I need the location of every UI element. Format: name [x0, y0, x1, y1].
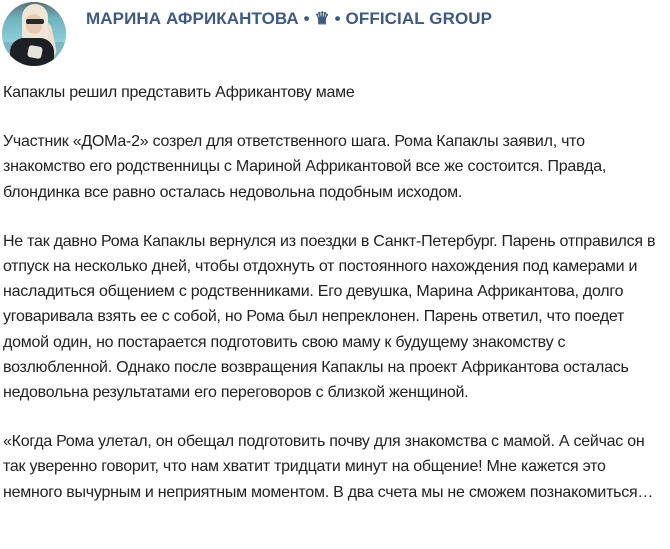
avatar-face [26, 14, 42, 34]
avatar-sunglasses [26, 19, 44, 24]
post-headline: Капаклы решил представить Африкантову маме [3, 84, 355, 101]
avatar-shirt-print [27, 45, 43, 59]
post-header [0, 0, 670, 70]
group-name-link[interactable]: МАРИНА АФРИКАНТОВА • ♛ • OFFICIAL GROUP [86, 9, 493, 28]
avatar[interactable] [2, 2, 66, 66]
post-paragraph-3: «Когда Рома улетал, он обещал подготовить почву для знакомства с мамой. А сейчас он так уверенно говорит, что нам хватит тридцати минут на общение! Мне кажется это немного вычурным и неприятным моментом. В два счета мы не сможем познакомиться… [3, 433, 654, 501]
post-paragraph-2: Не так давно Рома Капаклы вернулся из поездки в Санкт-Петербург. Парень отправился в отпуск на несколько дней, чтобы отдохнуть от постоянного нахождения под камерами и насладиться общением с родственниками. Его девушка, Марина Африкантова, долго уговаривала взять ее с собой, но Рома был непреклонен. Парень ответил, что поедет домой один, но постарается подготовить свою маму к будущему знакомству с возлюбленной. Однако после возвращения Капаклы на проект Африкантова осталась недовольна результатами его переговоров с близкой женщиной. [3, 232, 656, 402]
post-paragraph-1: Участник «ДОМа-2» созрел для ответственного шага. Рома Капаклы заявил, что знакомство его родственницы с Мариной Африкантовой все же состоится. Правда, блондинка все равно осталась недовольна подобным исходом. [3, 133, 607, 201]
post-body [3, 80, 667, 529]
